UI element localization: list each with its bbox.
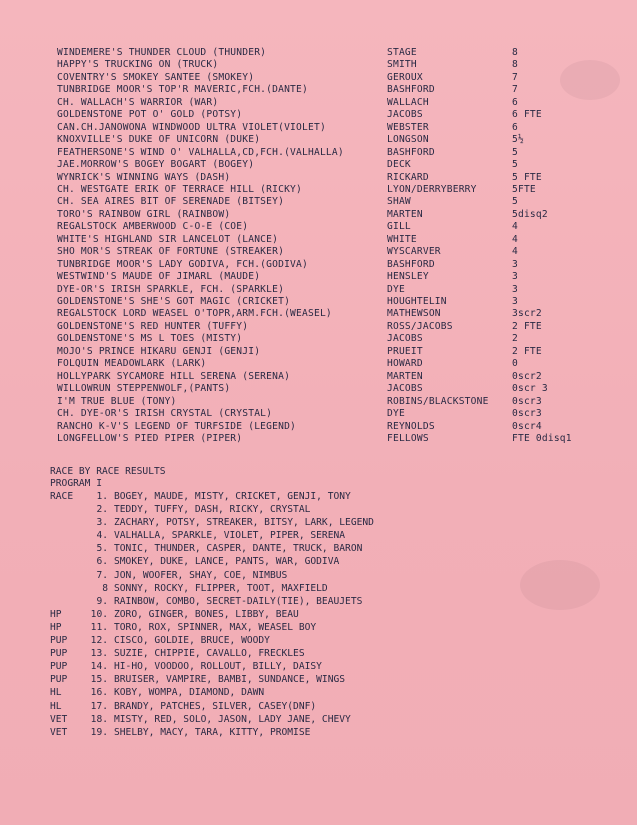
score: 0scr 3 xyxy=(512,383,548,395)
race-row xyxy=(50,726,610,739)
dog-name: HAPPY'S TRUCKING ON (TRUCK) xyxy=(57,59,219,71)
race-number: 4. xyxy=(96,530,108,542)
score: 4 xyxy=(512,246,518,258)
score: 8 xyxy=(512,59,518,71)
race-class: HP xyxy=(50,621,62,633)
race-finishers: BRUISER, VAMPIRE, BAMBI, SUNDANCE, WINGS xyxy=(114,674,346,686)
dog-name: REGALSTOCK LORD WEASEL O'TOPR,ARM.FCH.(WEASEL) xyxy=(57,308,332,320)
score: 5FTE xyxy=(512,183,536,195)
race-finishers: BOGEY, MAUDE, MISTY, CRICKET, GENJI, TONY xyxy=(114,491,351,502)
score: 4 xyxy=(512,233,518,245)
owner-name: BASHFORD xyxy=(387,258,435,270)
score: 3 xyxy=(512,283,518,295)
dog-name: COVENTRY'S SMOKEY SANTEE (SMOKEY) xyxy=(57,71,255,83)
standings-row xyxy=(0,97,637,109)
standings-row xyxy=(0,134,637,146)
score: 2 xyxy=(512,333,518,345)
race-finishers: HI-HO, VOODOO, ROLLOUT, BILLY, DAISY xyxy=(114,661,322,673)
score: 8 xyxy=(512,47,518,58)
owner-name: WALLACH xyxy=(387,96,429,108)
race-row xyxy=(50,673,610,686)
owner-name: MATHEWSON xyxy=(387,308,441,320)
dog-name: GOLDENSTONE'S RED HUNTER (TUFFY) xyxy=(57,320,249,332)
race-class: PUP xyxy=(50,635,68,647)
owner-name: HOWARD xyxy=(387,358,423,370)
score: 0scr3 xyxy=(512,408,542,420)
standings-row xyxy=(0,172,637,184)
race-finishers: TEDDY, TUFFY, DASH, RICKY, CRYSTAL xyxy=(114,504,311,516)
dog-name: CH. WALLACH'S WARRIOR (WAR) xyxy=(57,96,219,108)
program-label: PROGRAM I xyxy=(50,478,102,489)
race-finishers: RAINBOW, COMBO, SECRET-DAILY(TIE), BEAUJETS xyxy=(114,595,363,607)
race-row xyxy=(50,490,610,503)
score: 5 xyxy=(512,146,518,158)
race-class: PUP xyxy=(50,674,68,686)
dog-name: KNOXVILLE'S DUKE OF UNICORN (DUKE) xyxy=(57,134,261,146)
race-row xyxy=(50,647,610,660)
standings-row xyxy=(0,371,637,383)
race-row xyxy=(50,542,610,555)
race-number: 9. xyxy=(96,595,108,607)
score: 0 xyxy=(512,358,518,370)
score: 6 xyxy=(512,96,518,108)
race-number: 10. xyxy=(90,608,108,620)
dog-name: CH. DYE-OR'S IRISH CRYSTAL (CRYSTAL) xyxy=(57,408,273,420)
race-number: 3. xyxy=(96,517,108,529)
standings-row xyxy=(0,308,637,320)
race-finishers: SMOKEY, DUKE, LANCE, PANTS, WAR, GODIVA xyxy=(114,556,340,568)
standings-row xyxy=(0,296,637,308)
score: 5½ xyxy=(512,134,524,146)
dog-name: GOLDENSTONE'S SHE'S GOT MAGIC (CRICKET) xyxy=(57,296,291,307)
owner-name: REYNOLDS xyxy=(387,420,435,432)
race-number: 6. xyxy=(96,556,108,568)
owner-name: ROSS/JACOBS xyxy=(387,320,453,332)
race-row xyxy=(50,700,610,713)
dog-name: CH. WESTGATE ERIK OF TERRACE HILL (RICKY) xyxy=(57,183,303,195)
owner-name: BASHFORD xyxy=(387,146,435,158)
race-class: HP xyxy=(50,608,62,620)
race-finishers: ZORO, GINGER, BONES, LIBBY, BEAU xyxy=(114,608,299,620)
owner-name: ROBINS/BLACKSTONE xyxy=(387,395,489,407)
owner-name: JACOBS xyxy=(387,109,423,121)
race-number: 2. xyxy=(96,504,108,516)
race-class: VET xyxy=(50,713,68,725)
dog-name: CAN.CH.JANOWONA WINDWOOD ULTRA VIOLET(VIOLET) xyxy=(57,121,326,133)
race-number: 7. xyxy=(96,569,108,581)
dog-name: REGALSTOCK AMBERWOOD C-O-E (COE) xyxy=(57,221,249,233)
race-class: HL xyxy=(50,687,62,699)
score: 5 xyxy=(512,196,518,208)
race-number: 16. xyxy=(90,687,108,699)
owner-name: WYSCARVER xyxy=(387,246,441,258)
race-number: 14. xyxy=(90,661,108,673)
race-list xyxy=(50,490,610,739)
dog-name: WILLOWRUN STEPPENWOLF,(PANTS) xyxy=(57,383,231,395)
owner-name: LYON/DERRYBERRY xyxy=(387,183,477,195)
race-class: PUP xyxy=(50,648,68,660)
standings-row xyxy=(0,184,637,196)
dog-name: RANCHO K-V'S LEGEND OF TURFSIDE (LEGEND) xyxy=(57,420,297,432)
owner-name: LONGSON xyxy=(387,134,429,146)
race-row xyxy=(50,621,610,634)
score: 0scr4 xyxy=(512,420,542,432)
owner-name: SHAW xyxy=(387,196,411,208)
owner-name: SMITH xyxy=(387,59,417,71)
owner-name: STAGE xyxy=(387,47,417,58)
standings-row xyxy=(0,234,637,246)
dog-name: FEATHERSONE'S WIND O' VALHALLA,CD,FCH.(VALHALLA) xyxy=(57,146,344,158)
standings-row xyxy=(0,433,637,445)
score: 6 FTE xyxy=(512,109,542,121)
owner-name: GILL xyxy=(387,221,411,233)
standings-row xyxy=(0,109,637,121)
owner-name: JACOBS xyxy=(387,383,423,395)
score: 3 xyxy=(512,271,518,283)
score: 0scr3 xyxy=(512,395,542,407)
standings-row xyxy=(0,284,637,296)
score: 5 xyxy=(512,159,518,171)
owner-name: RICKARD xyxy=(387,171,429,183)
race-number: 1. xyxy=(96,491,108,502)
dog-name: WESTWIND'S MAUDE OF JIMARL (MAUDE) xyxy=(57,271,261,283)
owner-name: DYE xyxy=(387,408,405,420)
score: 2 FTE xyxy=(512,345,542,357)
dog-name: I'M TRUE BLUE (TONY) xyxy=(57,395,177,407)
race-number: 8 xyxy=(102,582,108,594)
standings-row xyxy=(0,421,637,433)
race-finishers: SONNY, ROCKY, FLIPPER, TOOT, MAXFIELD xyxy=(114,582,328,594)
race-finishers: SHELBY, MACY, TARA, KITTY, PROMISE xyxy=(114,726,311,738)
race-finishers: BRANDY, PATCHES, SILVER, CASEY(DNF) xyxy=(114,700,317,712)
race-number: 17. xyxy=(90,700,108,712)
dog-name: TORO'S RAINBOW GIRL (RAINBOW) xyxy=(57,208,231,220)
race-finishers: JON, WOOFER, SHAY, COE, NIMBUS xyxy=(114,569,288,581)
score: 2 FTE xyxy=(512,320,542,332)
score: 6 xyxy=(512,121,518,133)
race-finishers: SUZIE, CHIPPIE, CAVALLO, FRECKLES xyxy=(114,648,305,660)
dog-name: WINDEMERE'S THUNDER CLOUD (THUNDER) xyxy=(57,47,267,58)
owner-name: WHITE xyxy=(387,233,417,245)
standings-row xyxy=(0,221,637,233)
standings-row xyxy=(0,59,637,71)
owner-name: BASHFORD xyxy=(387,84,435,96)
dog-name: LONGFELLOW'S PIED PIPER (PIPER) xyxy=(57,432,243,444)
ink-blot xyxy=(560,60,620,100)
score: 7 xyxy=(512,71,518,83)
race-number: 18. xyxy=(90,713,108,725)
race-finishers: MISTY, RED, SOLO, JASON, LADY JANE, CHEVY xyxy=(114,713,351,725)
race-number: 11. xyxy=(90,621,108,633)
owner-name: JACOBS xyxy=(387,333,423,345)
owner-name: PRUEIT xyxy=(387,345,423,357)
standings-row xyxy=(0,147,637,159)
dog-name: SHO MOR'S STREAK OF FORTUNE (STREAKER) xyxy=(57,246,285,258)
race-row xyxy=(50,555,610,568)
standings-row xyxy=(0,333,637,345)
standings-row xyxy=(0,383,637,395)
dog-name: GOLDENSTONE POT O' GOLD (POTSY) xyxy=(57,109,243,121)
score: 0scr2 xyxy=(512,370,542,382)
standings-row xyxy=(0,271,637,283)
score: 3 xyxy=(512,258,518,270)
race-row xyxy=(50,660,610,673)
dog-name: JAE.MORROW'S BOGEY BOGART (BOGEY) xyxy=(57,159,255,171)
score: 7 xyxy=(512,84,518,96)
race-row xyxy=(50,686,610,699)
race-finishers: VALHALLA, SPARKLE, VIOLET, PIPER, SERENA xyxy=(114,530,346,542)
race-row xyxy=(50,516,610,529)
owner-name: WEBSTER xyxy=(387,121,429,133)
race-number: 5. xyxy=(96,543,108,555)
race-class: RACE xyxy=(50,491,74,502)
race-finishers: ZACHARY, POTSY, STREAKER, BITSY, LARK, LEGEND xyxy=(114,517,374,529)
dog-name: GOLDENSTONE'S MS L TOES (MISTY) xyxy=(57,333,243,345)
owner-name: MARTEN xyxy=(387,370,423,382)
owner-name: FELLOWS xyxy=(387,432,429,444)
results-heading: RACE BY RACE RESULTS xyxy=(50,466,166,477)
owner-name: MARTEN xyxy=(387,208,423,220)
race-number: 12. xyxy=(90,635,108,647)
owner-name: GEROUX xyxy=(387,71,423,83)
race-number: 19. xyxy=(90,726,108,738)
race-finishers: TONIC, THUNDER, CASPER, DANTE, TRUCK, BARON xyxy=(114,543,363,555)
standings-row xyxy=(0,159,637,171)
standings-row xyxy=(0,196,637,208)
standings-row xyxy=(0,122,637,134)
race-row xyxy=(50,503,610,516)
owner-name: HENSLEY xyxy=(387,271,429,283)
owner-name: DYE xyxy=(387,283,405,295)
dog-name: WYNRICK'S WINNING WAYS (DASH) xyxy=(57,171,231,183)
race-class: PUP xyxy=(50,661,68,673)
owner-name: HOUGHTELIN xyxy=(387,296,447,307)
score: 3 xyxy=(512,296,518,307)
standings-row xyxy=(0,209,637,221)
race-number: 15. xyxy=(90,674,108,686)
race-finishers: CISCO, GOLDIE, BRUCE, WOODY xyxy=(114,635,270,647)
dog-name: TUNBRIDGE MOOR'S TOP'R MAVERIC,FCH.(DANTE) xyxy=(57,84,308,96)
dog-name: HOLLYPARK SYCAMORE HILL SERENA (SERENA) xyxy=(57,370,291,382)
standings-row xyxy=(0,358,637,370)
race-finishers: TORO, ROX, SPINNER, MAX, WEASEL BOY xyxy=(114,621,317,633)
race-row xyxy=(50,713,610,726)
race-finishers: KOBY, WOMPA, DIAMOND, DAWN xyxy=(114,687,265,699)
race-row xyxy=(50,608,610,621)
score: 4 xyxy=(512,221,518,233)
ink-blot xyxy=(520,560,600,610)
race-class: HL xyxy=(50,700,62,712)
race-number: 13. xyxy=(90,648,108,660)
race-results-section xyxy=(50,466,610,739)
race-class: VET xyxy=(50,726,68,738)
standings-row xyxy=(0,47,637,59)
owner-name: DECK xyxy=(387,159,411,171)
score: 5disq2 xyxy=(512,208,548,220)
score: 5 FTE xyxy=(512,171,542,183)
standings-row xyxy=(0,72,637,84)
race-row xyxy=(50,529,610,542)
race-row xyxy=(50,634,610,647)
dog-name: WHITE'S HIGHLAND SIR LANCELOT (LANCE) xyxy=(57,233,279,245)
standings-row xyxy=(0,84,637,96)
dog-name: TUNBRIDGE MOOR'S LADY GODIVA, FCH.(GODIVA) xyxy=(57,258,308,270)
standings-row xyxy=(0,321,637,333)
standings-row xyxy=(0,396,637,408)
dog-name: CH. SEA AIRES BIT OF SERENADE (BITSEY) xyxy=(57,196,285,208)
dog-name: FOLQUIN MEADOWLARK (LARK) xyxy=(57,358,207,370)
dog-name: MOJO'S PRINCE HIKARU GENJI (GENJI) xyxy=(57,345,261,357)
standings-row xyxy=(0,408,637,420)
standings-row xyxy=(0,346,637,358)
standings-row xyxy=(0,259,637,271)
dog-name: DYE-OR'S IRISH SPARKLE, FCH. (SPARKLE) xyxy=(57,283,285,295)
standings-row xyxy=(0,246,637,258)
score: FTE 0disq1 xyxy=(512,432,572,444)
score: 3scr2 xyxy=(512,308,542,320)
